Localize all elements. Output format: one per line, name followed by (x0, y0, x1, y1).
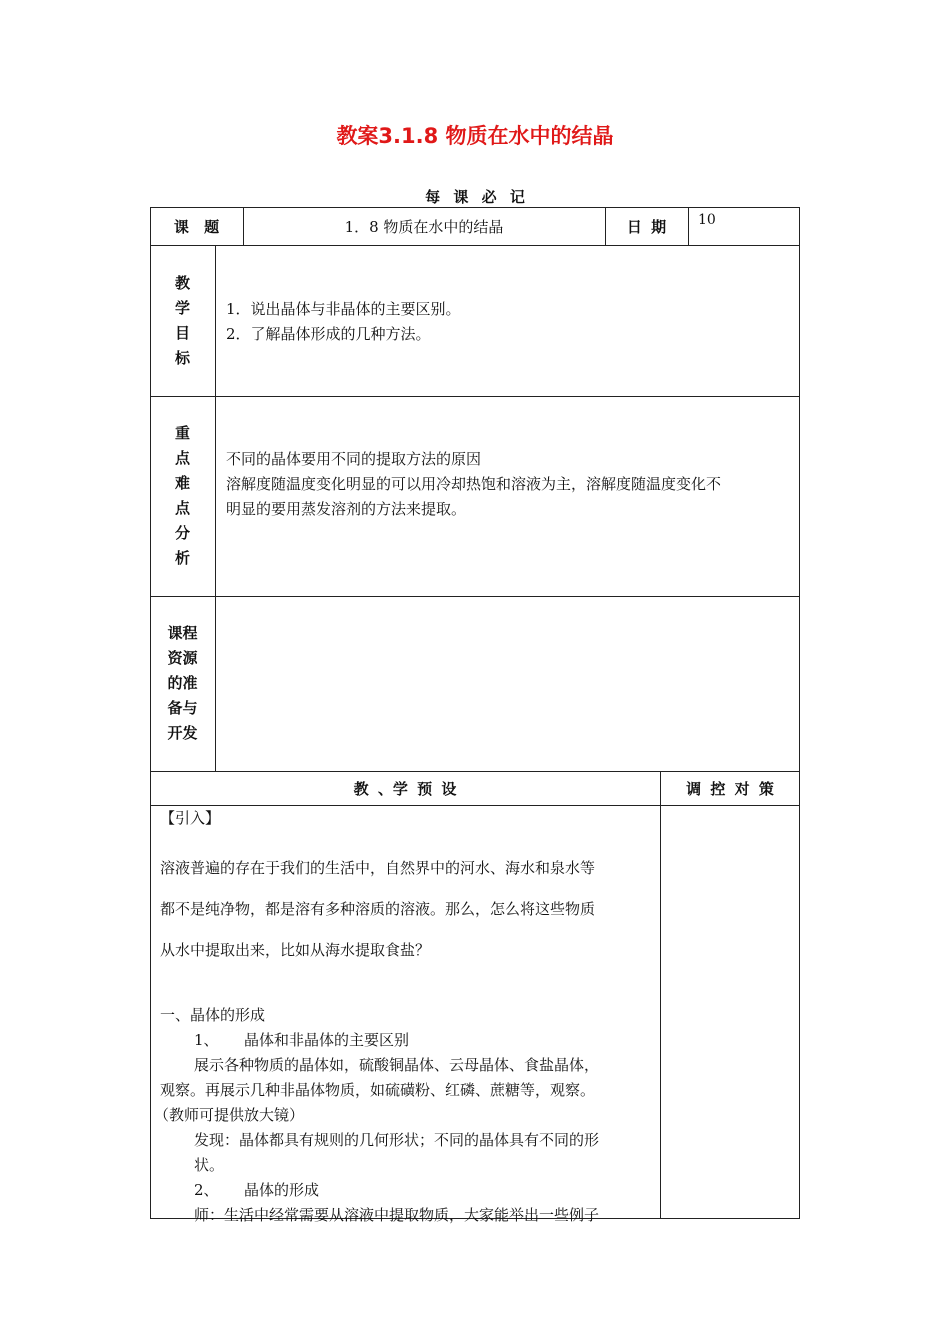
keypoints-label-char: 分 (174, 524, 190, 542)
date-label: 日 期 (626, 218, 667, 236)
finding-line: 状。 (194, 1156, 225, 1174)
intro-line: 从水中提取出来，比如从海水提取食盐？ (160, 941, 431, 959)
topic-label: 课 题 (173, 218, 220, 236)
body-line: （教师可提供放大镜） (154, 1106, 305, 1124)
body-line: 展示各种物质的晶体如，硫酸铜晶体、云母晶体、食盐晶体， (194, 1056, 600, 1074)
subsection-heading (160, 1028, 655, 1053)
subsection-text: 晶体的形成 (244, 1181, 320, 1199)
intro-paragraph (160, 848, 655, 971)
keypoints-label-char: 点 (174, 499, 190, 517)
objective-item: 2．了解晶体形成的几种方法。 (226, 325, 431, 343)
date-value: 10 (698, 212, 716, 228)
keypoints-label-char: 析 (174, 549, 190, 567)
subsection-number: 1、 (194, 1031, 219, 1049)
subsection-number: 2、 (194, 1181, 219, 1199)
col-divider (688, 207, 689, 246)
resources-label-line: 备与 (167, 699, 198, 717)
keypoints-line: 溶解度随温度变化明显的可以用冷却热饱和溶液为主，溶解度随温度变化不 (226, 475, 722, 493)
observation-paragraph (154, 1053, 655, 1128)
resources-label-line: 课程 (167, 624, 198, 642)
objective-item: 1．说出晶体与非晶体的主要区别。 (226, 300, 461, 318)
objectives-label-char: 标 (174, 349, 190, 367)
teaching-plan-header: 教 、学 预 设 (353, 779, 457, 798)
finding-paragraph (160, 1128, 655, 1178)
keypoints-label-char: 重 (174, 424, 190, 442)
body-line: 观察。再展示几种非晶体物质，如硫磺粉、红磷、蔗糖等，观察。 (160, 1081, 596, 1099)
resources-label-line: 开发 (167, 724, 198, 742)
intro-line: 都不是纯净物，都是溶有多种溶质的溶液。那么，怎么将这些物质 (160, 900, 596, 918)
resources-label-line: 资源 (167, 649, 198, 667)
col-divider (215, 245, 216, 772)
teacher-line: 师：生活中经常需要从溶液中提取物质，大家能举出一些例子 (194, 1206, 600, 1224)
resources-label (150, 621, 215, 746)
finding-line: 发现：晶体都具有规则的几何形状；不同的晶体具有不同的形 (194, 1131, 600, 1149)
objectives-label-char: 目 (174, 324, 190, 342)
objectives-label-char: 学 (174, 299, 190, 317)
subsection-heading (160, 1178, 655, 1203)
row-divider (150, 596, 800, 597)
row-divider (150, 805, 800, 806)
col-divider (660, 771, 661, 1219)
intro-tag: 【引入】 (160, 809, 221, 827)
row-divider (150, 396, 800, 397)
subsection-text: 晶体和非晶体的主要区别 (244, 1031, 410, 1049)
keypoints-content (226, 447, 721, 522)
section-heading: 一、晶体的形成 (160, 1006, 266, 1024)
resources-label-line: 的准 (167, 674, 198, 692)
control-strategy-header: 调 控 对 策 (686, 779, 774, 798)
keypoints-line: 明显的要用蒸发溶剂的方法来提取。 (226, 500, 467, 518)
document-title: 教案3.1.8 物质在水中的结晶 (336, 124, 614, 148)
intro-line: 溶液普遍的存在于我们的生活中，自然界中的河水、海水和泉水等 (160, 859, 596, 877)
teaching-content (154, 808, 655, 1228)
objectives-content (226, 297, 461, 347)
topic-value: 1．8 物质在水中的结晶 (344, 218, 504, 236)
keypoints-label (150, 421, 215, 571)
keypoints-line: 不同的晶体要用不同的提取方法的原因 (226, 450, 482, 468)
objectives-label (150, 271, 215, 371)
objectives-label-char: 教 (174, 274, 190, 292)
document-subtitle: 每 课 必 记 (425, 188, 525, 206)
keypoints-label-char: 难 (174, 474, 190, 492)
keypoints-label-char: 点 (174, 449, 190, 467)
